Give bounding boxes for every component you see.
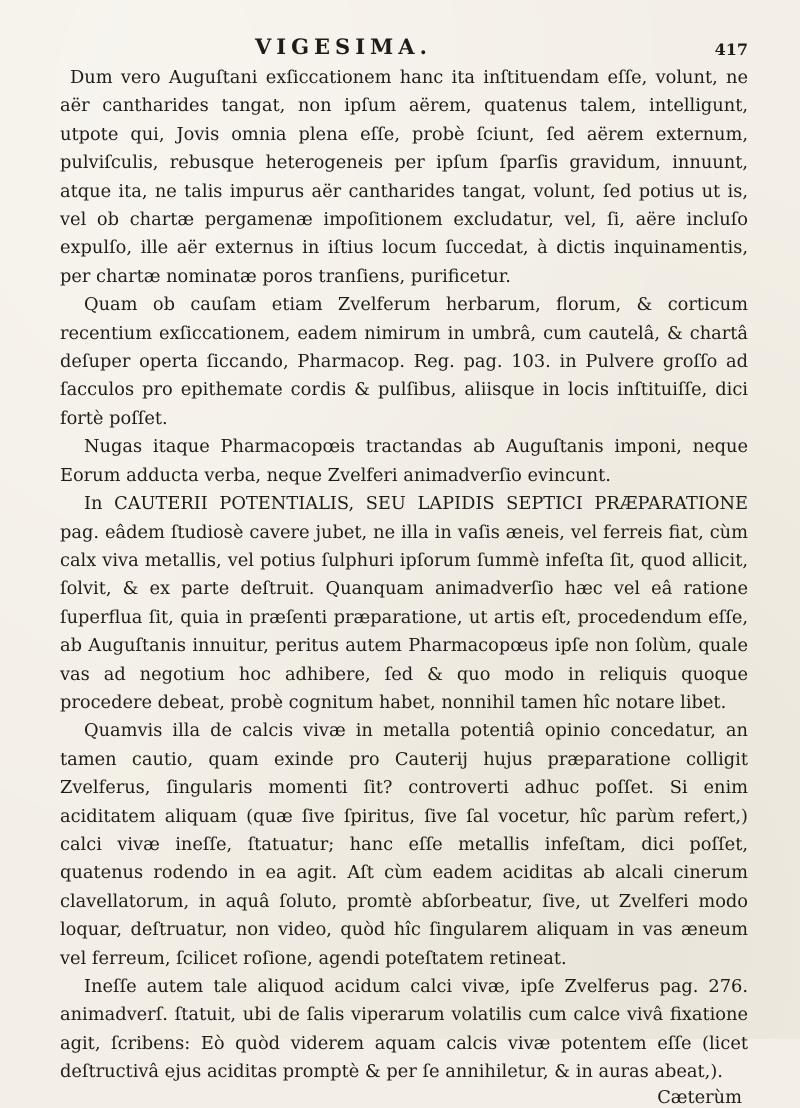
paragraph-1: Dum vero Auguſtani exſiccationem hanc ita inſtituendam eſſe, volunt, ne aër cantharides tangat, non ipſum aërem, quatenus talem, intelligunt, utpote qui, Jovis omnia plena eſſe, probè ſciunt, ſed aërem externum, pulviſculis, rebusque heterogeneis per ipſum ſparſis gravidum, innuunt, atque ita, ne talis impurus aër cantharides tangat, volunt, ſed potius ut is, vel ob chartæ pergamenæ impoſitionem excludatur, vel, ſi, aëre incluſo expulſo, ille aër externus in iſtius locum ſuccedat, à dictis inquinamentis, per chartæ nominatæ poros tranſiens, purificetur. xyxy=(60,67,748,287)
paragraph-2: Quam ob cauſam etiam Zvelferum herbarum, florum, & corticum recentium exſiccationem, eadem nimirum in umbrâ, cum cautelâ, & chartâ deſuper operta ſiccando, Pharmacop. Reg. pag. 103. in Pulvere groſſo ad ſacculos pro epithemate cordis & pulſibus, aliisque in locis inſtituiſſe, dici fortè poſſet. xyxy=(60,294,748,429)
running-title: VIGESIMA. xyxy=(255,34,432,59)
body-text xyxy=(60,64,748,1087)
paragraph-6: Ineſſe autem tale aliquod acidum calci vivæ, ipſe Zvelferus pag. 276. animadverſ. ſtatuit, ubi de ſalis viperarum volatilis cum calce vivâ fixatione agit, ſcribens: Eò quòd viderem aquam calcis vivæ potentem eſſe (licet deſtructivâ ejus aciditas promptè & per ſe annihiletur, & in auras abeat,). xyxy=(60,976,748,1083)
page-number: 417 xyxy=(714,40,748,59)
catchword: Cæterùm xyxy=(657,1086,742,1108)
paragraph-3: Nugas itaque Pharmacopœis tractandas ab Auguſtanis imponi, neque Eorum adducta verba, neque Zvelferi animadverſio evincunt. xyxy=(60,436,748,486)
paragraph-5: Quamvis illa de calcis vivæ in metalla potentiâ opinio concedatur, an tamen cautio, quam exinde pro Cauterij hujus præparatione colligit Zvelferus, ſingularis momenti ſit? controverti adhuc poſſet. Si enim aciditatem aliquam (quæ ſive ſpiritus, ſive ſal vocetur, hîc parùm refert,) calci vivæ ineſſe, ſtatuatur; hanc eſſe metallis infeſtam, dici poſſet, quatenus rodendo in ea agit. Aſt cùm eadem aciditas ab alcali cinerum clavellatorum, in aquâ ſoluto, promtè abſorbeatur, ſive, ut Zvelferi modo loquar, deſtruatur, non video, quòd hîc ſingularem aliquam in vas æneum vel ferreum, ſcilicet roſione, agendi poteſtatem retineat. xyxy=(60,720,748,969)
paragraph-4: In CAUTERII POTENTIALIS, SEU LAPIDIS SEPTICI PRÆPARATIONE pag. eâdem ſtudiosè cavere jubet, ne illa in vaſis æneis, vel ferreis fiat, cùm calx viva metallis, vel potius ſulphuri ipſorum ſummè infeſta ſit, quod allicit, ſolvit, & ex parte deſtruit. Quanquam animadverſio hæc vel eâ ratione ſuperflua ſit, quia in præſenti præparatione, ut artis eſt, procedendum eſſe, ab Auguſtanis innuitur, peritus autem Pharmacopœus ipſe non ſolùm, quale vas ad negotium hoc adhibere, ſed & quo modo in reliquis quoque procedere debeat, probè cognitum habet, nonnihil tamen hîc notare libet. xyxy=(60,493,748,713)
running-head xyxy=(60,14,748,64)
